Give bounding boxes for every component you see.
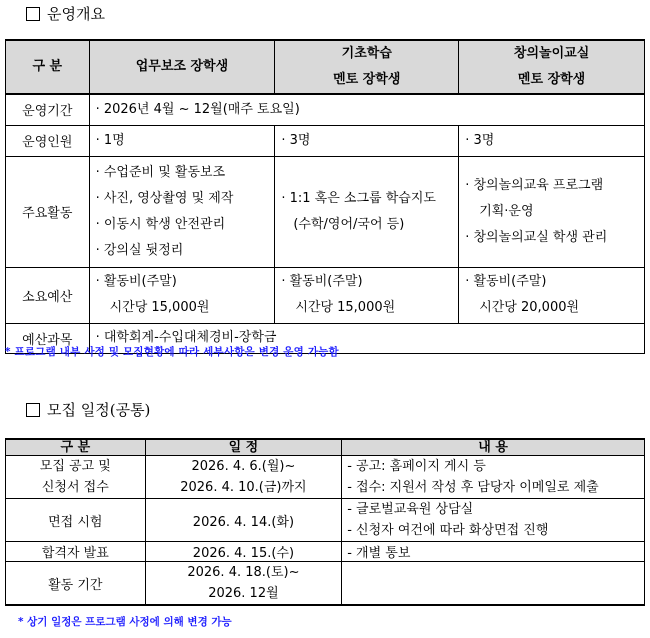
content-line: - 글로벌교육원 상담실 xyxy=(347,502,474,517)
schedule-table xyxy=(5,438,645,606)
schedule-date xyxy=(145,562,342,606)
row-label: 운영기간 xyxy=(6,94,90,125)
staff-col3: · 3명 xyxy=(459,125,645,156)
list-item: · 활동비(주말) xyxy=(465,274,547,289)
table-row xyxy=(6,94,645,125)
date-line: 2026. 4. 10.(금)까지 xyxy=(180,480,307,495)
schedule-content xyxy=(342,562,645,606)
header-date: 일 정 xyxy=(145,439,342,456)
schedule-content: - 개별 통보 xyxy=(342,542,645,562)
row-label: 주요활동 xyxy=(6,156,90,267)
header-label: 구 분 xyxy=(6,40,90,94)
list-item: · 수업준비 및 활동보조 xyxy=(95,164,226,180)
table-row xyxy=(6,562,645,606)
list-item: · 이동시 학생 안전관리 xyxy=(95,216,226,232)
header-col3-line: 창의놀이교실 xyxy=(513,46,590,61)
row-label: 운영인원 xyxy=(6,125,90,156)
budget-col3 xyxy=(459,267,645,323)
list-item: · 강의실 뒷정리 xyxy=(95,242,184,258)
list-item: 시간당 15,000원 xyxy=(109,300,210,315)
table-row xyxy=(6,125,645,156)
schedule-label: 면접 시험 xyxy=(6,499,146,542)
activities-col1 xyxy=(89,156,275,267)
row-label: 소요예산 xyxy=(6,267,90,323)
table-header-row xyxy=(6,439,645,456)
list-item: 시간당 15,000원 xyxy=(295,300,396,315)
date-line: 2026. 4. 18.(토)~ xyxy=(187,565,300,580)
list-item: · 활동비(주말) xyxy=(281,274,363,289)
table-row xyxy=(6,456,645,499)
header-col3 xyxy=(459,40,645,94)
period-value: · 2026년 4월 ~ 12월(매주 토요일) xyxy=(89,94,644,125)
list-item: · 창의놀의교육 프로그램 xyxy=(465,177,604,193)
date-line: 2026. 4. 6.(월)~ xyxy=(191,459,296,474)
budget-col1 xyxy=(89,267,275,323)
list-item: (수학/영어/국어 등) xyxy=(293,216,405,232)
date-line: 2026. 12월 xyxy=(208,586,279,601)
content-line: - 공고: 홈페이지 게시 등 xyxy=(347,459,486,474)
label-line: 신청서 접수 xyxy=(41,480,109,495)
overview-table xyxy=(5,39,645,354)
content-line: - 접수: 지원서 작성 후 담당자 이메일로 제출 xyxy=(347,480,599,495)
section-title-text: 모집 일정(공통) xyxy=(47,401,151,419)
header-col2-line: 멘토 장학생 xyxy=(333,72,401,87)
table-header-row xyxy=(6,40,645,94)
schedule-label: 합격자 발표 xyxy=(6,542,146,562)
budget-col2 xyxy=(275,267,459,323)
list-item: · 활동비(주말) xyxy=(95,274,177,289)
schedule-date: 2026. 4. 14.(화) xyxy=(145,499,342,542)
schedule-label: 활동 기간 xyxy=(6,562,146,606)
schedule-content xyxy=(342,456,645,499)
list-item: · 창의놀의교실 학생 관리 xyxy=(465,229,608,245)
list-item: · 1:1 혹은 소그룹 학습지도 xyxy=(281,190,436,206)
table-row xyxy=(6,267,645,323)
activities-col3 xyxy=(459,156,645,267)
checkbox-icon xyxy=(26,7,40,21)
header-content: 내 용 xyxy=(342,439,645,456)
table-row xyxy=(6,542,645,562)
label-line: 모집 공고 및 xyxy=(39,459,111,474)
section-overview-title xyxy=(26,3,105,24)
schedule-content xyxy=(342,499,645,542)
list-item: 시간당 20,000원 xyxy=(479,300,580,315)
table-row xyxy=(6,499,645,542)
schedule-date: 2026. 4. 15.(수) xyxy=(145,542,342,562)
schedule-date xyxy=(145,456,342,499)
section-title-text: 운영개요 xyxy=(47,5,105,23)
section-schedule-title xyxy=(26,399,150,420)
row-label: 예산과목 xyxy=(6,323,90,353)
header-col2-line: 기초학습 xyxy=(341,46,392,61)
table-row xyxy=(6,156,645,267)
list-item: · 사진, 영상촬영 및 제작 xyxy=(95,190,234,206)
header-col2 xyxy=(275,40,459,94)
schedule-label xyxy=(6,456,146,499)
checkbox-icon xyxy=(26,403,40,417)
overview-footnote: * 프로그램 내부 사정 및 모집현황에 따라 세부사항은 변경 운영 가능함 xyxy=(5,346,339,358)
staff-col2: · 3명 xyxy=(275,125,459,156)
content-line: - 신청자 여건에 따라 화상면접 진행 xyxy=(347,523,549,538)
header-col3-line: 멘토 장학생 xyxy=(517,72,586,87)
account-value: · 대학회계-수입대체경비-장학금 xyxy=(89,323,644,353)
activities-col2 xyxy=(275,156,459,267)
header-label: 구 분 xyxy=(6,439,146,456)
list-item: 기획·운영 xyxy=(479,203,534,219)
header-col1: 업무보조 장학생 xyxy=(89,40,275,94)
staff-col1: · 1명 xyxy=(89,125,275,156)
schedule-footnote: * 상기 일정은 프로그램 사정에 의해 변경 가능 xyxy=(18,616,232,628)
